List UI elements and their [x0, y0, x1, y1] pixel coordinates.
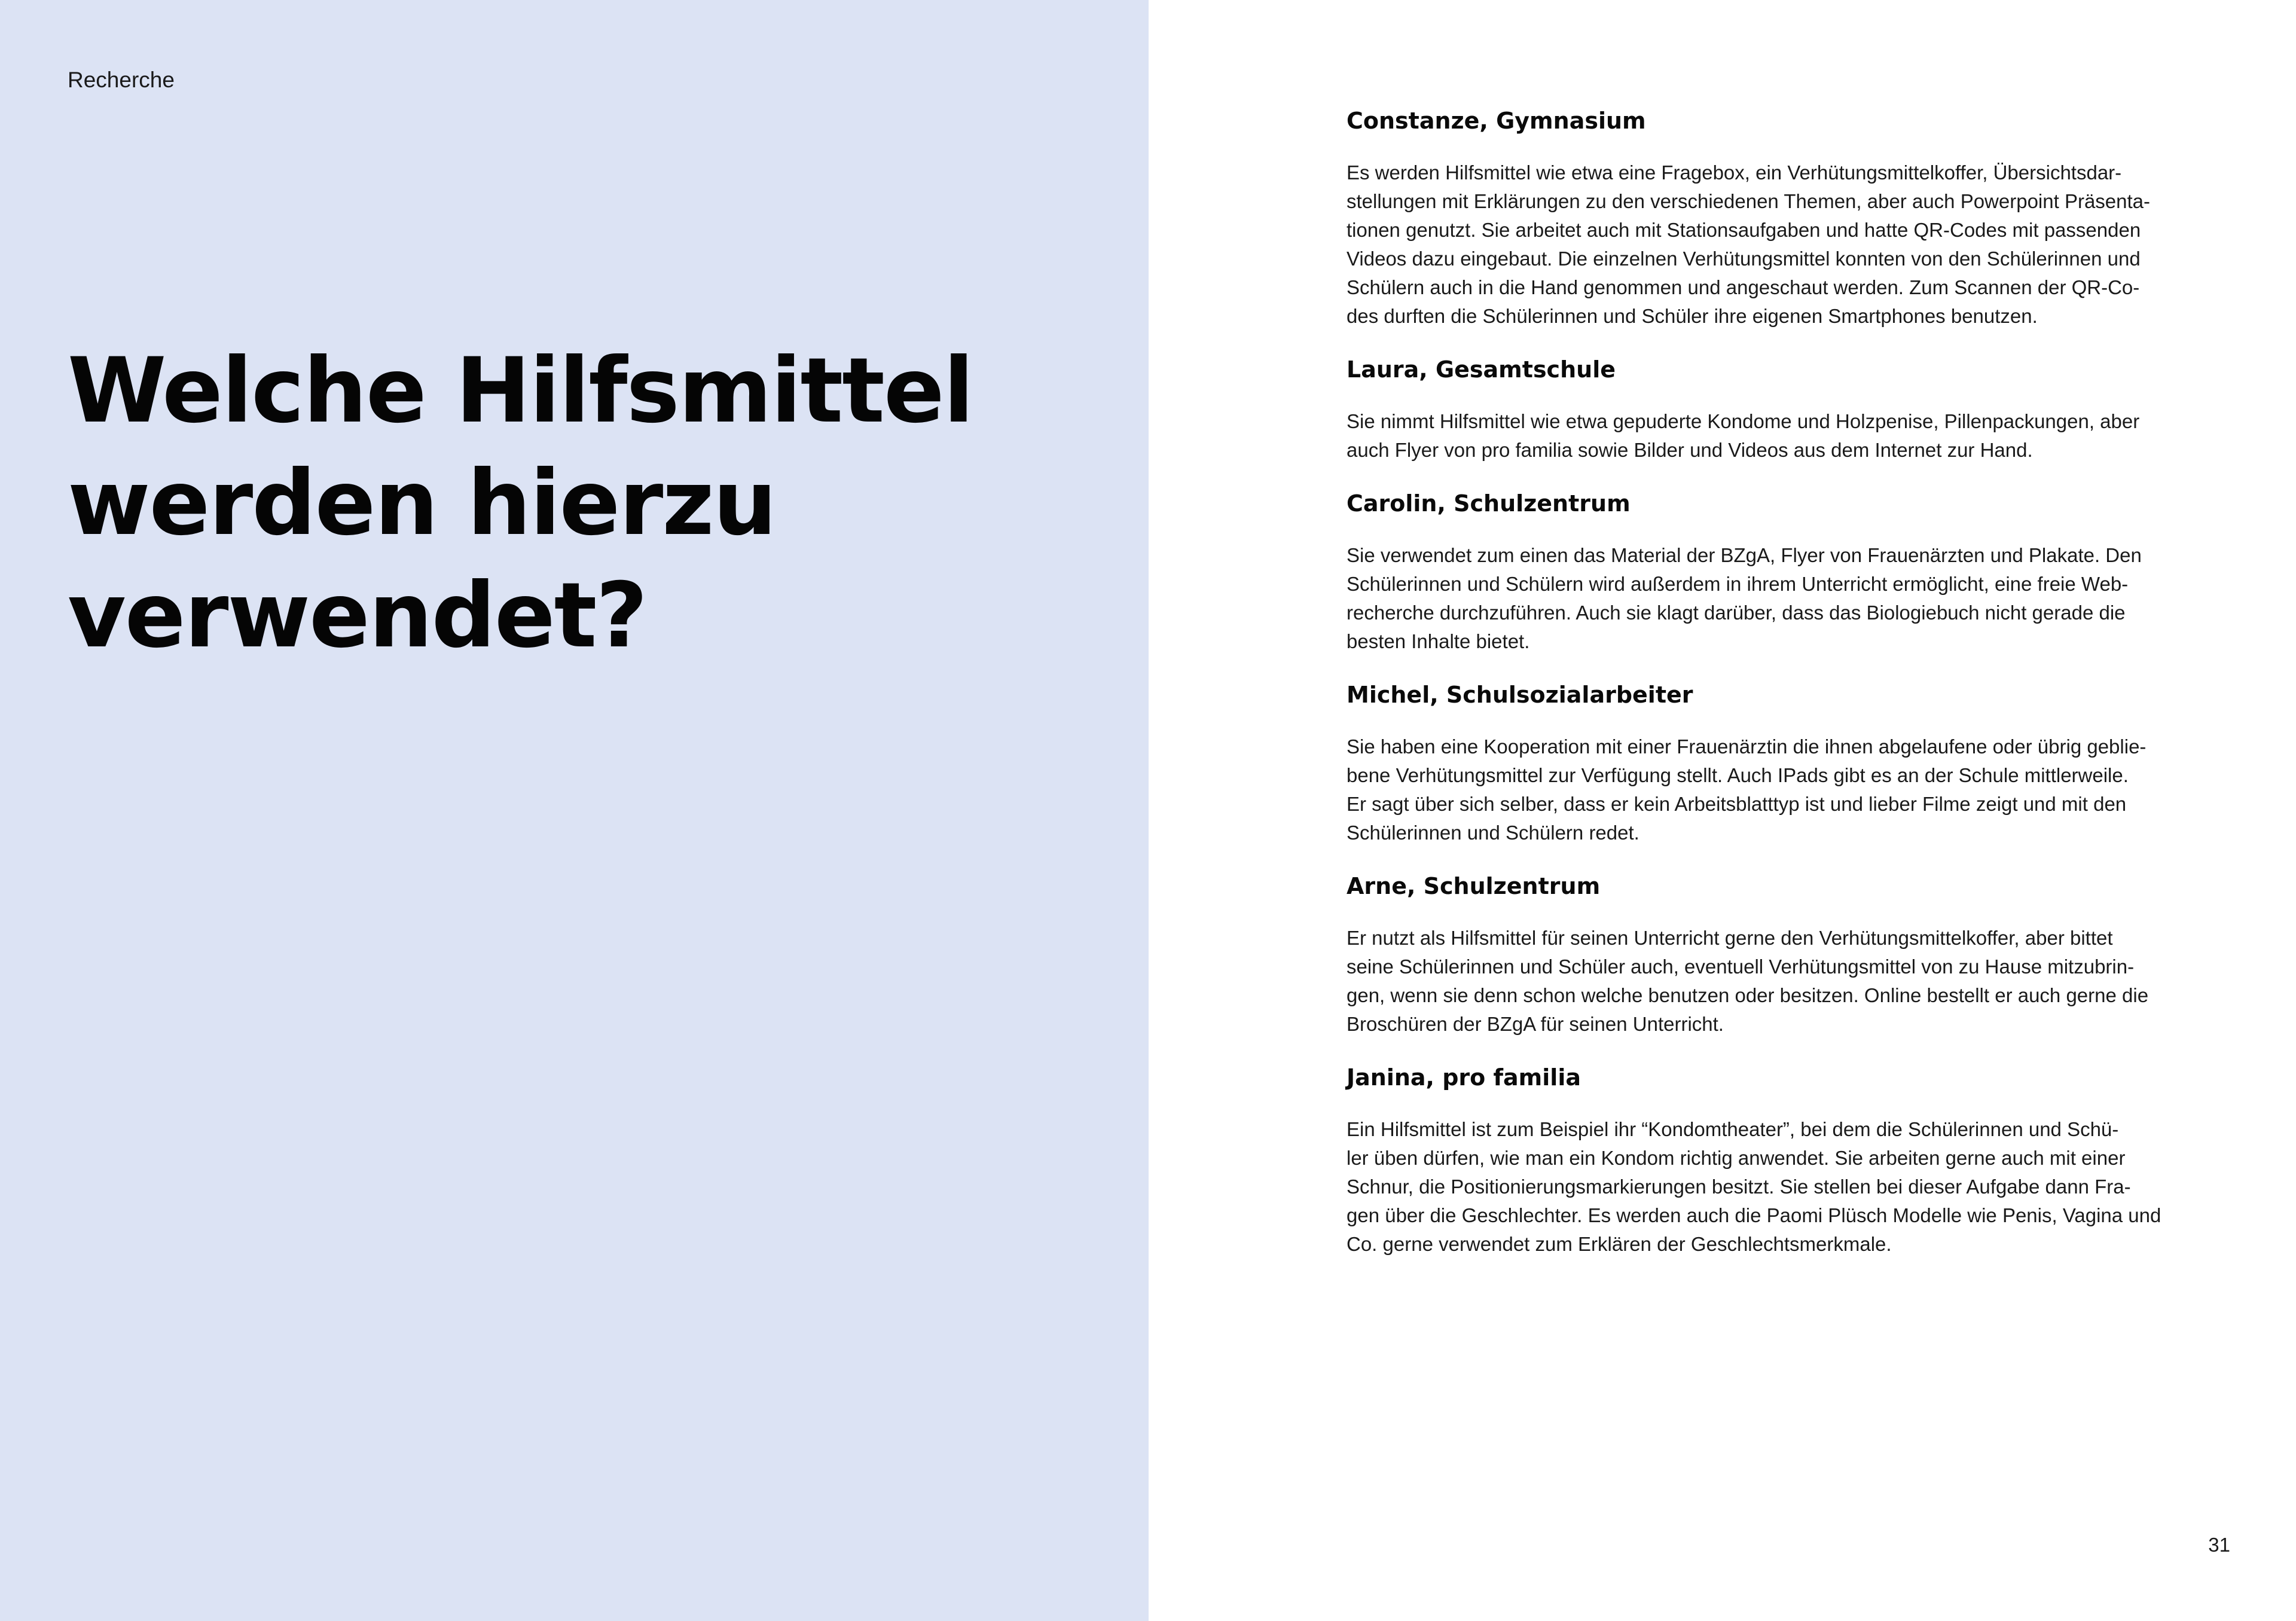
- text-line: besten Inhalte bietet.: [1347, 630, 1530, 652]
- interview-text: [1347, 158, 2237, 331]
- headline-line: werden hierzu: [68, 451, 776, 555]
- text-line: Co. gerne verwendet zum Erklären der Geschlechtsmerkmale.: [1347, 1233, 1892, 1255]
- text-line: Er nutzt als Hilfsmittel für seinen Unterricht gerne den Verhütungsmittelkoffer, aber bittet: [1347, 927, 2113, 949]
- section-label: Recherche: [68, 68, 175, 92]
- interviewee-name: Arne, Schulzentrum: [1347, 873, 1601, 899]
- interviewee-name: Laura, Gesamtschule: [1347, 356, 1616, 383]
- interview-text: [1347, 1115, 2237, 1259]
- text-line: gen über die Geschlechter. Es werden auch die Paomi Plüsch Modelle wie Penis, Vagina und: [1347, 1204, 2161, 1226]
- text-line: Sie verwendet zum einen das Material der BZgA, Flyer von Frauenärzten und Plakate. Den: [1347, 544, 2142, 566]
- page-headline: [68, 335, 1084, 672]
- text-line: tionen genutzt. Sie arbeitet auch mit Stationsaufgaben und hatte QR-Codes mit passenden: [1347, 219, 2141, 241]
- text-line: bene Verhütungsmittel zur Verfügung stellt. Auch IPads gibt es an der Schule mittlerweile.: [1347, 764, 2129, 786]
- interview-entry: [1347, 679, 2237, 847]
- interview-text: [1347, 407, 2237, 465]
- interview-entry: [1347, 870, 2237, 1039]
- interview-text: [1347, 541, 2237, 656]
- headline-line: Welche Hilfsmittel: [68, 339, 973, 443]
- text-line: Schülerinnen und Schülern redet.: [1347, 822, 1639, 844]
- text-line: Er sagt über sich selber, dass er kein Arbeitsblatttyp ist und lieber Filme zeigt und mit den: [1347, 793, 2127, 815]
- text-line: seine Schülerinnen und Schüler auch, eventuell Verhütungsmittel von zu Hause mitzubrin-: [1347, 955, 2135, 978]
- text-line: auch Flyer von pro familia sowie Bilder und Videos aus dem Internet zur Hand.: [1347, 439, 2033, 461]
- interviewee-name: Janina, pro familia: [1347, 1064, 1581, 1091]
- interview-entry: [1347, 353, 2237, 465]
- interview-list: [1347, 105, 2237, 1281]
- text-line: gen, wenn sie denn schon welche benutzen oder besitzen. Online bestellt er auch gerne die: [1347, 984, 2149, 1006]
- text-line: Schülern auch in die Hand genommen und angeschaut werden. Zum Scannen der QR-Co-: [1347, 276, 2140, 298]
- interviewee-name: Constanze, Gymnasium: [1347, 108, 1646, 134]
- text-line: Schülerinnen und Schülern wird außerdem in ihrem Unterricht ermöglicht, eine freie Web-: [1347, 573, 2129, 595]
- page-number: 31: [2208, 1534, 2230, 1556]
- text-line: recherche durchzuführen. Auch sie klagt darüber, dass das Biologiebuch nicht gerade die: [1347, 602, 2126, 624]
- text-line: Schnur, die Positionierungsmarkierungen besitzt. Sie stellen bei dieser Aufgabe dann Fra-: [1347, 1176, 2131, 1198]
- text-line: Videos dazu eingebaut. Die einzelnen Verhütungsmittel konnten von den Schülerinnen und: [1347, 248, 2141, 270]
- text-line: Ein Hilfsmittel ist zum Beispiel ihr “Kondomtheater”, bei dem die Schülerinnen und Schü-: [1347, 1118, 2119, 1140]
- interviewee-name: Michel, Schulsozialarbeiter: [1347, 682, 1693, 708]
- text-line: des durften die Schülerinnen und Schüler ihre eigenen Smartphones benutzen.: [1347, 305, 2038, 327]
- interview-text: [1347, 924, 2237, 1039]
- interview-text: [1347, 732, 2237, 847]
- interview-entry: [1347, 105, 2237, 331]
- text-line: ler üben dürfen, wie man ein Kondom richtig anwendet. Sie arbeiten gerne auch mit einer: [1347, 1147, 2126, 1169]
- text-line: Es werden Hilfsmittel wie etwa eine Fragebox, ein Verhütungsmittelkoffer, Übersichtsdar-: [1347, 161, 2122, 184]
- interview-entry: [1347, 1061, 2237, 1259]
- text-line: stellungen mit Erklärungen zu den verschiedenen Themen, aber auch Powerpoint Präsenta-: [1347, 190, 2151, 212]
- text-line: Sie haben eine Kooperation mit einer Frauenärztin die ihnen abgelaufene oder übrig geblie-: [1347, 735, 2147, 758]
- text-line: Sie nimmt Hilfsmittel wie etwa gepuderte Kondome und Holzpenise, Pillenpackungen, aber: [1347, 410, 2140, 432]
- interview-entry: [1347, 487, 2237, 656]
- headline-line: verwendet?: [68, 564, 647, 668]
- interviewee-name: Carolin, Schulzentrum: [1347, 490, 1631, 517]
- text-line: Broschüren der BZgA für seinen Unterricht.: [1347, 1013, 1724, 1035]
